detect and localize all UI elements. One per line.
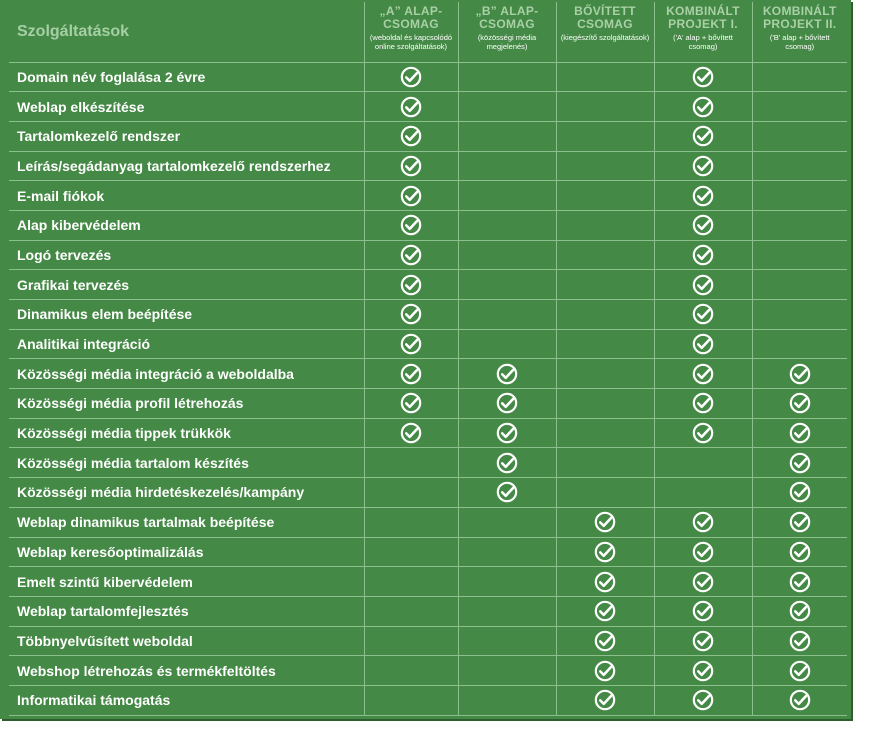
service-label: Weblap elkészítése: [9, 92, 364, 122]
package-cell: [654, 537, 752, 567]
package-cell: [364, 270, 458, 300]
package-cell: [654, 62, 752, 92]
package-cell: [458, 567, 556, 597]
checkmark-icon: [789, 484, 811, 501]
package-cell: [458, 596, 556, 626]
package-cell: [752, 92, 847, 122]
package-cell: [654, 507, 752, 537]
checkmark-icon: [400, 246, 422, 263]
checkmark-icon: [692, 217, 714, 234]
package-cell: [752, 507, 847, 537]
package-cell: [364, 92, 458, 122]
package-cell: [364, 181, 458, 211]
package-cell: [364, 359, 458, 389]
table-row: [9, 240, 847, 270]
service-label: Informatikai támogatás: [9, 685, 364, 715]
table-row: [9, 359, 847, 389]
checkmark-icon: [692, 68, 714, 85]
checkmark-icon: [496, 365, 518, 382]
checkmark-icon: [692, 187, 714, 204]
package-cell: [458, 151, 556, 181]
checkmark-icon: [692, 157, 714, 174]
package-cell: [458, 270, 556, 300]
service-label: Weblap keresőoptimalizálás: [9, 537, 364, 567]
checkmark-icon: [692, 543, 714, 560]
package-cell: [654, 626, 752, 656]
package-cell: [752, 656, 847, 686]
package-cell: [364, 389, 458, 419]
service-label: Logó tervezés: [9, 240, 364, 270]
service-label: Közösségi média tartalom készítés: [9, 448, 364, 478]
package-cell: [556, 270, 654, 300]
package-cell: [364, 567, 458, 597]
package-cell: [654, 448, 752, 478]
package-cell: [556, 507, 654, 537]
package-cell: [556, 300, 654, 330]
services-column-header: Szolgáltatások: [9, 2, 364, 62]
table-row: [9, 62, 847, 92]
checkmark-icon: [692, 335, 714, 352]
services-comparison-table: [9, 2, 847, 716]
package-cell: [556, 567, 654, 597]
package-cell: [752, 359, 847, 389]
package-cell: [458, 448, 556, 478]
package-cell: [458, 507, 556, 537]
package-cell: [364, 300, 458, 330]
service-label: Közösségi média profil létrehozás: [9, 389, 364, 419]
package-cell: [364, 240, 458, 270]
package-cell: [364, 596, 458, 626]
package-cell: [752, 567, 847, 597]
package-cell: [752, 329, 847, 359]
checkmark-icon: [400, 127, 422, 144]
package-cell: [654, 300, 752, 330]
service-label: Közösségi média tippek trükkök: [9, 418, 364, 448]
checkmark-icon: [594, 573, 616, 590]
checkmark-icon: [692, 662, 714, 679]
checkmark-icon: [400, 98, 422, 115]
package-cell: [752, 418, 847, 448]
table-row: [9, 210, 847, 240]
checkmark-icon: [692, 573, 714, 590]
package-cell: [654, 418, 752, 448]
table-row: [9, 685, 847, 715]
package-cell: [364, 685, 458, 715]
checkmark-icon: [496, 395, 518, 412]
package-cell: [364, 210, 458, 240]
table-row: [9, 300, 847, 330]
package-cell: [654, 121, 752, 151]
checkmark-icon: [692, 246, 714, 263]
table-row: [9, 329, 847, 359]
checkmark-icon: [400, 68, 422, 85]
package-title: „B” ALAP-CSOMAG: [475, 4, 539, 31]
package-cell: [752, 240, 847, 270]
package-cell: [752, 62, 847, 92]
package-cell: [556, 537, 654, 567]
package-cell: [458, 210, 556, 240]
package-cell: [364, 478, 458, 508]
package-cell: [752, 300, 847, 330]
package-cell: [556, 121, 654, 151]
checkmark-icon: [789, 602, 811, 619]
table-row: [9, 181, 847, 211]
checkmark-icon: [692, 395, 714, 412]
checkmark-icon: [400, 187, 422, 204]
service-label: Emelt szintű kibervédelem: [9, 567, 364, 597]
checkmark-icon: [400, 306, 422, 323]
package-cell: [556, 478, 654, 508]
package-cell: [458, 359, 556, 389]
package-cell: [752, 685, 847, 715]
package-cell: [364, 151, 458, 181]
checkmark-icon: [594, 543, 616, 560]
table-row: [9, 567, 847, 597]
package-cell: [654, 685, 752, 715]
package-subtitle: ('B' alap + bővített csomag): [769, 33, 830, 51]
package-cell: [752, 151, 847, 181]
package-cell: [752, 210, 847, 240]
table-row: [9, 121, 847, 151]
checkmark-icon: [789, 424, 811, 441]
package-cell: [364, 329, 458, 359]
package-cell: [556, 389, 654, 419]
service-label: Közösségi média hirdetéskezelés/kampány: [9, 478, 364, 508]
checkmark-icon: [692, 276, 714, 293]
checkmark-icon: [400, 276, 422, 293]
table-row: [9, 537, 847, 567]
package-cell: [654, 329, 752, 359]
package-cell: [654, 210, 752, 240]
checkmark-icon: [594, 692, 616, 709]
table-row: [9, 626, 847, 656]
package-cell: [458, 537, 556, 567]
table-row: [9, 151, 847, 181]
package-cell: [654, 567, 752, 597]
package-cell: [752, 537, 847, 567]
package-cell: [654, 389, 752, 419]
package-cell: [654, 359, 752, 389]
table-row: [9, 92, 847, 122]
table-row: [9, 418, 847, 448]
package-cell: [556, 181, 654, 211]
service-label: Webshop létrehozás és termékfeltöltés: [9, 656, 364, 686]
package-cell: [556, 210, 654, 240]
checkmark-icon: [789, 662, 811, 679]
checkmark-icon: [594, 662, 616, 679]
package-cell: [364, 537, 458, 567]
package-cell: [458, 478, 556, 508]
package-cell: [364, 448, 458, 478]
service-label: Többnyelvűsített weboldal: [9, 626, 364, 656]
package-cell: [458, 300, 556, 330]
checkmark-icon: [789, 395, 811, 412]
package-cell: [458, 656, 556, 686]
table-row: [9, 448, 847, 478]
checkmark-icon: [594, 513, 616, 530]
package-title: KOMBINÁLT PROJEKT II.: [762, 4, 837, 31]
package-cell: [752, 448, 847, 478]
package-subtitle: ('A' alap + bővített csomag): [673, 33, 733, 51]
checkmark-icon: [789, 454, 811, 471]
checkmark-icon: [400, 335, 422, 352]
checkmark-icon: [594, 632, 616, 649]
package-cell: [654, 596, 752, 626]
checkmark-icon: [692, 424, 714, 441]
package-cell: [752, 596, 847, 626]
package-cell: [556, 448, 654, 478]
checkmark-icon: [692, 306, 714, 323]
package-cell: [752, 270, 847, 300]
checkmark-icon: [496, 454, 518, 471]
package-cell: [458, 685, 556, 715]
service-label: Tartalomkezelő rendszer: [9, 121, 364, 151]
service-label: Dinamikus elem beépítése: [9, 300, 364, 330]
table-row: [9, 478, 847, 508]
checkmark-icon: [692, 127, 714, 144]
package-header-extended: [556, 2, 654, 62]
package-title: BŐVÍTETT CSOMAG: [574, 4, 636, 31]
package-cell: [654, 240, 752, 270]
package-cell: [458, 240, 556, 270]
checkmark-icon: [496, 424, 518, 441]
package-cell: [556, 359, 654, 389]
package-cell: [654, 656, 752, 686]
package-cell: [654, 270, 752, 300]
package-cell: [458, 121, 556, 151]
checkmark-icon: [400, 395, 422, 412]
checkmark-icon: [789, 573, 811, 590]
package-cell: [556, 151, 654, 181]
checkmark-icon: [496, 484, 518, 501]
service-label: Weblap tartalomfejlesztés: [9, 596, 364, 626]
checkmark-icon: [789, 692, 811, 709]
checkmark-icon: [594, 602, 616, 619]
checkmark-icon: [692, 602, 714, 619]
table-row: [9, 389, 847, 419]
package-cell: [752, 121, 847, 151]
package-cell: [364, 626, 458, 656]
package-title: KOMBINÁLT PROJEKT I.: [666, 4, 740, 31]
checkmark-icon: [692, 632, 714, 649]
package-cell: [556, 418, 654, 448]
service-label: Domain név foglalása 2 évre: [9, 62, 364, 92]
package-cell: [364, 507, 458, 537]
package-cell: [752, 478, 847, 508]
package-cell: [458, 389, 556, 419]
checkmark-icon: [692, 365, 714, 382]
service-label: Grafikai tervezés: [9, 270, 364, 300]
table-row: [9, 507, 847, 537]
package-cell: [556, 685, 654, 715]
table-header-row: [9, 2, 847, 62]
service-label: E-mail fiókok: [9, 181, 364, 211]
package-header-b: [458, 2, 556, 62]
package-cell: [752, 626, 847, 656]
package-cell: [458, 626, 556, 656]
package-cell: [556, 596, 654, 626]
service-label: Weblap dinamikus tartalmak beépítése: [9, 507, 364, 537]
package-cell: [458, 62, 556, 92]
package-cell: [458, 418, 556, 448]
package-title: „A” ALAP-CSOMAG: [379, 4, 443, 31]
package-cell: [556, 329, 654, 359]
checkmark-icon: [692, 513, 714, 530]
package-cell: [364, 656, 458, 686]
service-label: Analitikai integráció: [9, 329, 364, 359]
package-cell: [364, 418, 458, 448]
package-subtitle: (közösségi média megjelenés): [477, 33, 537, 51]
package-cell: [654, 92, 752, 122]
package-cell: [752, 181, 847, 211]
checkmark-icon: [789, 543, 811, 560]
package-cell: [654, 151, 752, 181]
services-table-body: [9, 62, 847, 715]
package-subtitle: (kiegészítő szolgáltatások): [560, 33, 650, 42]
checkmark-icon: [789, 513, 811, 530]
checkmark-icon: [400, 157, 422, 174]
package-cell: [364, 62, 458, 92]
package-cell: [458, 329, 556, 359]
service-label: Közösségi média integráció a weboldalba: [9, 359, 364, 389]
package-cell: [364, 121, 458, 151]
package-cell: [654, 181, 752, 211]
table-row: [9, 596, 847, 626]
package-cell: [556, 92, 654, 122]
package-header-combined-2: [752, 2, 847, 62]
checkmark-icon: [400, 365, 422, 382]
package-cell: [458, 181, 556, 211]
package-cell: [556, 626, 654, 656]
table-row: [9, 270, 847, 300]
package-header-a: [364, 2, 458, 62]
checkmark-icon: [789, 632, 811, 649]
checkmark-icon: [692, 692, 714, 709]
package-cell: [654, 478, 752, 508]
package-cell: [458, 92, 556, 122]
package-cell: [556, 240, 654, 270]
package-cell: [752, 389, 847, 419]
checkmark-icon: [692, 98, 714, 115]
checkmark-icon: [400, 424, 422, 441]
package-subtitle: (weboldal és kapcsolódó online szolgáltatások): [369, 33, 453, 51]
table-row: [9, 656, 847, 686]
checkmark-icon: [789, 365, 811, 382]
service-label: Leírás/segádanyag tartalomkezelő rendszerhez: [9, 151, 364, 181]
service-label: Alap kibervédelem: [9, 210, 364, 240]
checkmark-icon: [400, 217, 422, 234]
package-header-combined-1: [654, 2, 752, 62]
package-cell: [556, 62, 654, 92]
package-cell: [556, 656, 654, 686]
